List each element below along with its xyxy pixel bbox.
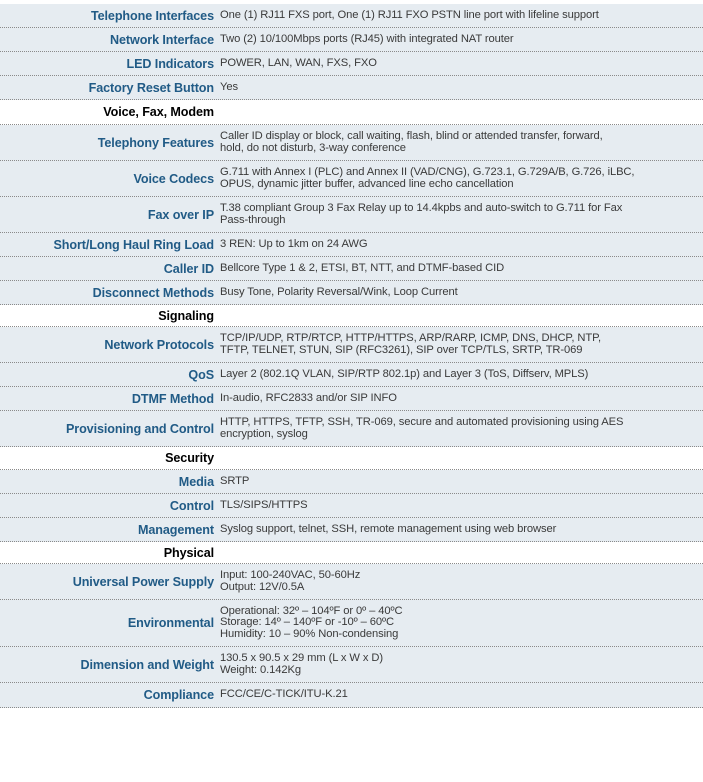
spec-row-provisioning-and-control — [0, 411, 703, 447]
spec-value-line: Yes — [220, 80, 238, 93]
spec-row-network-protocols — [0, 327, 703, 363]
spec-value-line: hold, do not disturb, 3-way conference — [220, 141, 406, 154]
spec-value-line: TLS/SIPS/HTTPS — [220, 498, 308, 511]
spec-value — [220, 476, 703, 488]
section-title: Signaling — [158, 308, 214, 323]
spec-value — [220, 369, 703, 381]
spec-label: Dimension and Weight — [80, 657, 214, 672]
section-title: Security — [165, 451, 214, 465]
spec-value — [220, 10, 703, 22]
spec-label: Universal Power Supply — [72, 574, 214, 589]
spec-label: Caller ID — [163, 261, 214, 276]
spec-label: DTMF Method — [131, 391, 214, 406]
spec-row-disconnect-methods — [0, 281, 703, 305]
spec-value-line: 3 REN: Up to 1km on 24 AWG — [220, 237, 368, 250]
spec-label: QoS — [188, 367, 214, 382]
spec-value — [220, 263, 703, 275]
spec-value — [220, 606, 703, 641]
spec-value — [220, 82, 703, 94]
spec-value-line: TFTP, TELNET, STUN, SIP (RFC3261), SIP over TCP/TLS, SRTP, TR-069 — [220, 343, 583, 356]
spec-label: Disconnect Methods — [92, 285, 214, 300]
spec-label: Network Interface — [110, 32, 214, 47]
spec-value-line: HTTP, HTTPS, TFTP, SSH, TR-069, secure and automated provisioning using AES — [220, 415, 624, 428]
spec-label: Compliance — [143, 688, 214, 702]
spec-row-dtmf-method — [0, 387, 703, 411]
spec-value-line: G.711 with Annex I (PLC) and Annex II (VAD/CNG), G.723.1, G.729A/B, G.726, iLBC, — [220, 165, 635, 178]
spec-value — [220, 524, 703, 536]
spec-row-environmental — [0, 600, 703, 647]
section-header-physical — [0, 542, 703, 564]
spec-row-management — [0, 518, 703, 542]
spec-value-line: 130.5 x 90.5 x 29 mm (L x W x D) — [220, 651, 384, 664]
spec-row-compliance — [0, 683, 703, 708]
spec-row-caller-id — [0, 257, 703, 281]
spec-value-line: Two (2) 10/100Mbps ports (RJ45) with integrated NAT router — [220, 32, 514, 45]
spec-row-universal-power-supply — [0, 564, 703, 600]
spec-row-control — [0, 494, 703, 518]
spec-value-line: POWER, LAN, WAN, FXS, FXO — [220, 56, 377, 69]
spec-value-line: encryption, syslog — [220, 427, 308, 440]
spec-row-voice-codecs — [0, 161, 703, 197]
spec-value — [220, 34, 703, 46]
spec-value-line: Caller ID display or block, call waiting, flash, blind or attended transfer, forward, — [220, 129, 603, 142]
section-header-voice-fax-modem — [0, 100, 703, 125]
spec-value — [220, 58, 703, 70]
spec-value-line: SRTP — [220, 474, 250, 487]
spec-value-line: Storage: 14º – 140ºF or -10º – 60ºC — [220, 616, 394, 629]
spec-value — [220, 653, 703, 676]
spec-row-dimension-and-weight — [0, 647, 703, 683]
spec-label: Fax over IP — [147, 207, 214, 222]
spec-value — [220, 689, 703, 701]
spec-value-line: Syslog support, telnet, SSH, remote management using web browser — [220, 522, 557, 535]
spec-value — [220, 333, 703, 356]
spec-label: Provisioning and Control — [65, 421, 214, 436]
spec-value-line: Operational: 32º – 104ºF or 0º – 40ºC — [220, 604, 403, 617]
spec-row-factory-reset-button — [0, 76, 703, 100]
spec-value — [220, 570, 703, 593]
spec-value-line: Input: 100-240VAC, 50-60Hz — [220, 568, 361, 581]
section-title: Physical — [163, 545, 214, 560]
spec-value-line: TCP/IP/UDP, RTP/RTCP, HTTP/HTTPS, ARP/RARP, ICMP, DNS, DHCP, NTP, — [220, 331, 602, 344]
spec-value-line: Pass-through — [220, 213, 286, 226]
spec-row-led-indicators — [0, 52, 703, 76]
spec-row-short-long-haul-ring-load — [0, 233, 703, 257]
spec-label: Telephone Interfaces — [90, 8, 214, 23]
spec-value-line: One (1) RJ11 FXS port, One (1) RJ11 FXO PSTN line port with lifeline support — [220, 8, 599, 21]
spec-value — [220, 393, 703, 405]
spec-label: Telephony Features — [97, 135, 214, 150]
spec-label: Environmental — [127, 616, 214, 630]
spec-label: Media — [178, 474, 214, 489]
spec-value — [220, 167, 703, 190]
spec-value-line: Busy Tone, Polarity Reversal/Wink, Loop Current — [220, 285, 458, 298]
spec-label: Voice Codecs — [133, 171, 214, 186]
spec-label: LED Indicators — [126, 56, 214, 71]
spec-row-media — [0, 470, 703, 494]
spec-value — [220, 417, 703, 440]
spec-row-telephony-features — [0, 125, 703, 161]
section-header-security — [0, 447, 703, 470]
spec-value-line: Layer 2 (802.1Q VLAN, SIP/RTP 802.1p) and Layer 3 (ToS, Diffserv, MPLS) — [220, 367, 589, 380]
section-title: Voice, Fax, Modem — [103, 105, 214, 119]
spec-value-line: FCC/CE/C-TICK/ITU-K.21 — [220, 688, 348, 701]
spec-value — [220, 287, 703, 299]
spec-value-line: T.38 compliant Group 3 Fax Relay up to 14.4kpbs and auto-switch to G.711 for Fax — [220, 201, 623, 214]
spec-label: Control — [169, 498, 214, 513]
spec-row-qos — [0, 363, 703, 387]
spec-label: Network Protocols — [104, 337, 214, 352]
specifications-table — [0, 4, 703, 708]
spec-value-line: Bellcore Type 1 & 2, ETSI, BT, NTT, and DTMF-based CID — [220, 261, 505, 274]
spec-value-line: Weight: 0.142Kg — [220, 663, 302, 676]
spec-value-line: Humidity: 10 – 90% Non-condensing — [220, 627, 399, 640]
spec-row-fax-over-ip — [0, 197, 703, 233]
spec-label: Factory Reset Button — [88, 80, 214, 95]
section-header-signaling — [0, 305, 703, 327]
spec-value-line: OPUS, dynamic jitter buffer, advanced line echo cancellation — [220, 177, 514, 190]
spec-label: Management — [138, 522, 214, 537]
spec-value — [220, 131, 703, 154]
spec-row-network-interface — [0, 28, 703, 52]
spec-row-telephone-interfaces — [0, 4, 703, 28]
spec-value — [220, 203, 703, 226]
spec-value — [220, 239, 703, 251]
spec-label: Short/Long Haul Ring Load — [53, 237, 214, 252]
spec-value-line: Output: 12V/0.5A — [220, 580, 305, 593]
spec-value-line: In-audio, RFC2833 and/or SIP INFO — [220, 391, 397, 404]
spec-value — [220, 500, 703, 512]
